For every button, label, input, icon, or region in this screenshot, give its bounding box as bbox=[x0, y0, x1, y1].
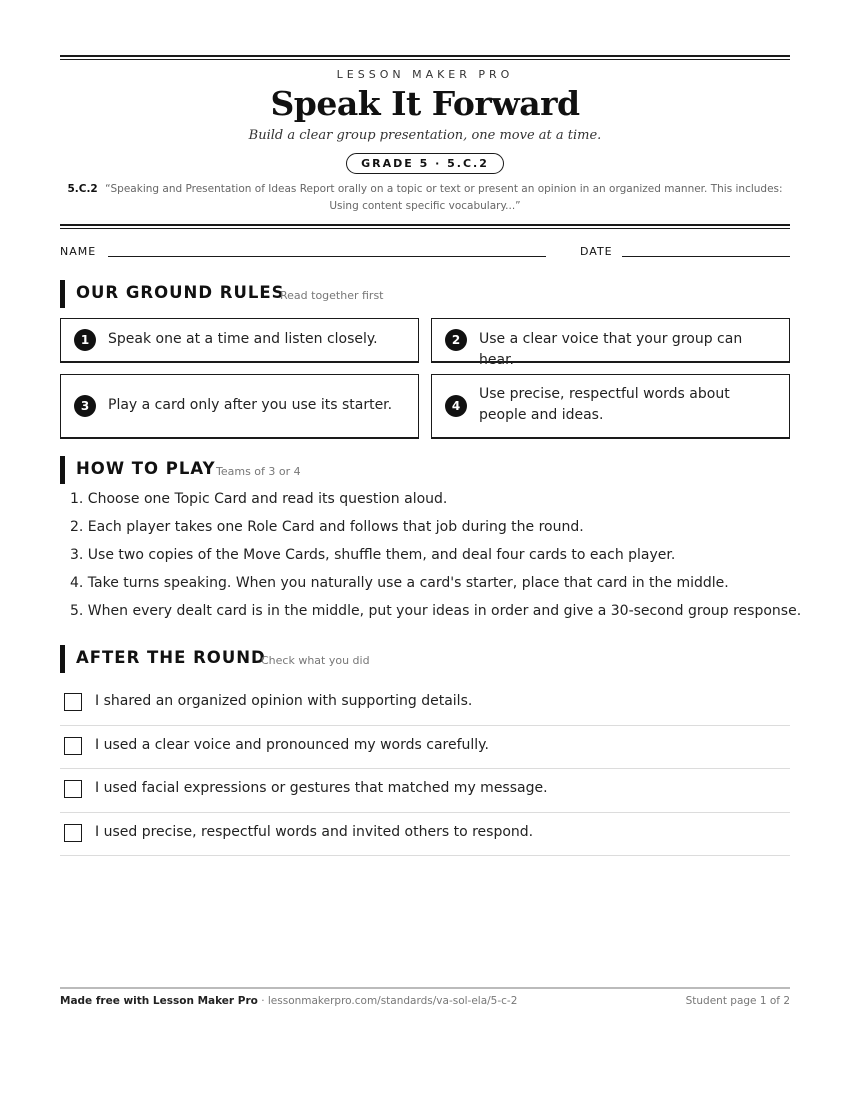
date-field[interactable] bbox=[622, 256, 790, 257]
step-item: 1. Choose one Topic Card and read its question aloud. bbox=[70, 491, 448, 507]
footer-separator: · bbox=[257, 995, 268, 1007]
rule-number-badge: 1 bbox=[74, 329, 96, 351]
checkbox[interactable] bbox=[64, 693, 82, 711]
rule-text: Play a card only after you use its starter. bbox=[108, 397, 393, 413]
step-item: 3. Use two copies of the Move Cards, shuffle them, and deal four cards to each player. bbox=[70, 547, 676, 563]
rule-number-badge: 4 bbox=[445, 395, 467, 417]
section-note: Read together first bbox=[280, 289, 384, 302]
section-title: AFTER THE ROUND bbox=[76, 648, 266, 667]
section-note: Teams of 3 or 4 bbox=[216, 465, 301, 478]
section-accent-bar bbox=[60, 645, 65, 673]
step-item: 4. Take turns speaking. When you naturally use a card's starter, place that card in the middle. bbox=[70, 575, 729, 591]
rule-text: Speak one at a time and listen closely. bbox=[108, 331, 378, 347]
ground-rule-card-1 bbox=[60, 318, 419, 363]
checkbox[interactable] bbox=[64, 737, 82, 755]
after-round-heading bbox=[60, 645, 790, 673]
rule-number-badge: 2 bbox=[445, 329, 467, 351]
section-accent-bar bbox=[60, 456, 65, 484]
page-subtitle: Build a clear group presentation, one move at a time. bbox=[248, 128, 602, 143]
section-note: Check what you did bbox=[261, 654, 370, 667]
rule-number-badge: 3 bbox=[74, 395, 96, 417]
footer-made-with: Made free with Lesson Maker Pro bbox=[60, 995, 258, 1007]
ground-rule-card-2 bbox=[431, 318, 790, 368]
rule-text: Use precise, respectful words about people and ideas. bbox=[479, 386, 730, 423]
brand-name: LESSON MAKER PRO bbox=[336, 68, 514, 81]
checklist-item-label: I used facial expressions or gestures that matched my message. bbox=[95, 780, 548, 796]
standard-description bbox=[60, 181, 790, 215]
how-to-play-steps bbox=[70, 491, 802, 631]
section-title: HOW TO PLAY bbox=[76, 459, 216, 478]
worksheet-page bbox=[60, 0, 802, 1100]
ground-rule-card-4 bbox=[431, 374, 790, 439]
checkbox[interactable] bbox=[64, 824, 82, 842]
standard-text: “Speaking and Presentation of Ideas Report orally on a topic or text or present an opinion in an organized manner. This includes: Using content specific vocabulary...” bbox=[105, 183, 783, 212]
how-to-play-heading bbox=[60, 456, 790, 484]
date-label: DATE bbox=[580, 245, 613, 258]
checklist-item-label: I used a clear voice and pronounced my words carefully. bbox=[95, 736, 489, 753]
footer-rule bbox=[60, 987, 790, 989]
checklist-item-label: I used precise, respectful words and invited others to respond. bbox=[95, 823, 534, 840]
name-field[interactable] bbox=[108, 256, 546, 257]
name-date-row bbox=[60, 245, 790, 261]
header-bottom-rule bbox=[60, 224, 790, 229]
checklist-item bbox=[60, 726, 790, 770]
name-label: NAME bbox=[60, 245, 97, 258]
checkbox[interactable] bbox=[64, 780, 82, 798]
grade-badge-wrap bbox=[60, 152, 790, 174]
section-accent-bar bbox=[60, 280, 65, 308]
grade-badge: GRADE 5 · 5.C.2 bbox=[346, 153, 504, 174]
rule-text: Use a clear voice that your group can hear. bbox=[479, 331, 743, 368]
page-title: Speak It Forward bbox=[270, 84, 580, 123]
standard-code: 5.C.2 bbox=[67, 183, 98, 195]
checklist-item bbox=[60, 769, 790, 813]
ground-rule-card-3 bbox=[60, 374, 419, 439]
header-top-rule bbox=[60, 55, 790, 60]
footer-url[interactable]: lessonmakerpro.com/standards/va-sol-ela/5-c-2 bbox=[267, 995, 518, 1007]
step-item: 2. Each player takes one Role Card and follows that job during the round. bbox=[70, 519, 584, 535]
ground-rules-heading bbox=[60, 280, 790, 308]
checklist-item bbox=[60, 682, 790, 726]
step-item: 5. When every dealt card is in the middle, put your ideas in order and give a 30-second group response. bbox=[70, 603, 802, 619]
footer-page-number: Student page 1 of 2 bbox=[685, 995, 790, 1007]
checklist-item-label: I shared an organized opinion with supporting details. bbox=[95, 693, 473, 709]
checklist-item bbox=[60, 813, 790, 857]
footer-credit bbox=[60, 995, 517, 1007]
after-round-checklist bbox=[60, 682, 790, 856]
section-title: OUR GROUND RULES bbox=[76, 283, 285, 302]
